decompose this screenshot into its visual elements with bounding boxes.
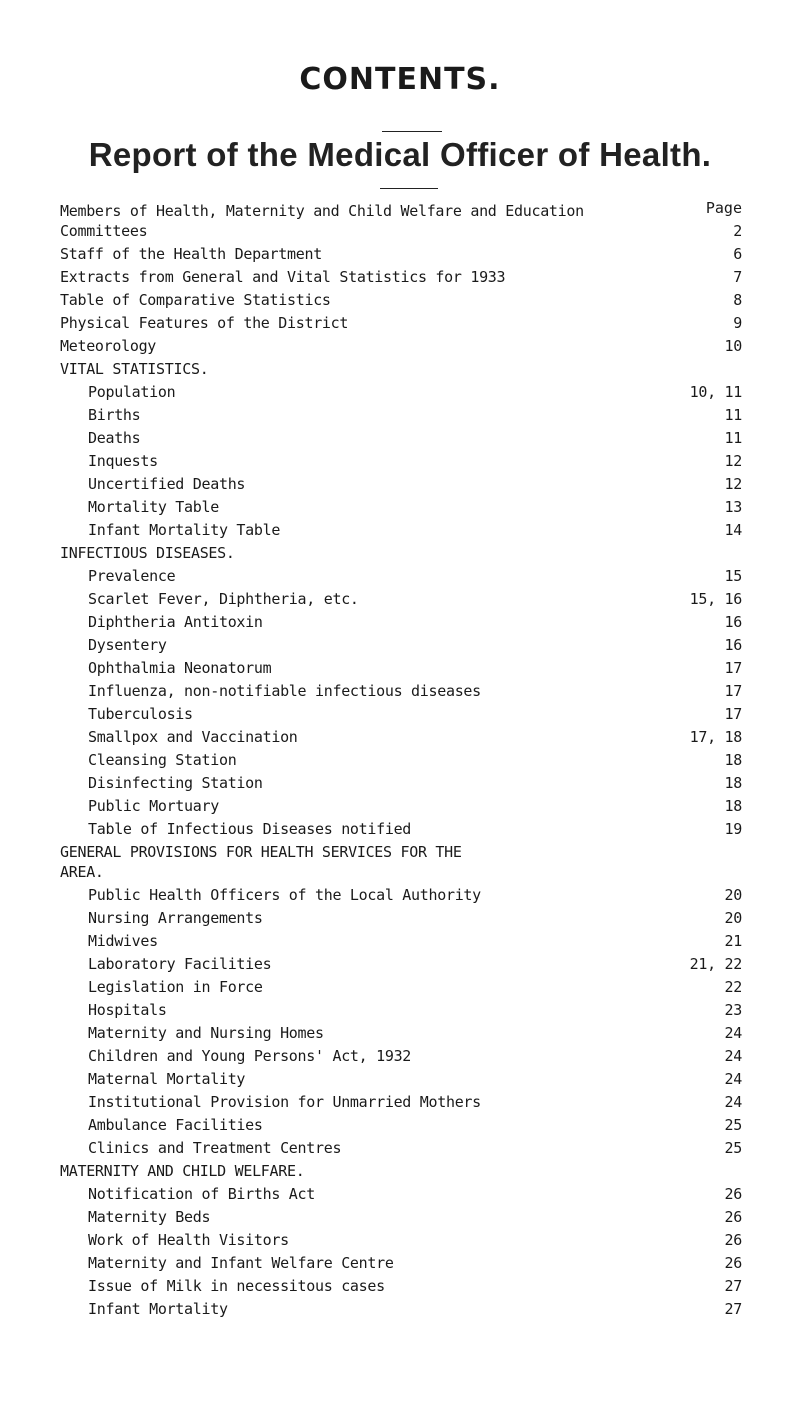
toc-entry-label [60, 313, 620, 333]
toc-entry-label-text: Public Mortuary [88, 797, 219, 815]
toc-entry-label [88, 773, 648, 793]
toc-entry-page: 11 [724, 406, 742, 424]
toc-entry-label-continuation: AREA. [60, 863, 104, 881]
toc-entry-label-text: INFECTIOUS DISEASES. [60, 544, 235, 562]
toc-entry-page: 26 [724, 1254, 742, 1272]
toc-entry-page: 17 [724, 682, 742, 700]
toc-entry-page: 21 [724, 932, 742, 950]
toc-entry-page: 24 [724, 1070, 742, 1088]
toc-entry-page: 6 [733, 245, 742, 263]
toc-entry-page: 25 [724, 1116, 742, 1134]
toc-entry [60, 816, 750, 839]
toc-entry [60, 1043, 750, 1066]
toc-entry-page: 20 [724, 909, 742, 927]
toc-entry [60, 333, 750, 356]
toc-entry-label [88, 1184, 648, 1204]
toc-entry [60, 494, 750, 517]
title-divider [382, 131, 442, 132]
toc-entry-label [88, 1000, 648, 1020]
toc-entry-page: 10, 11 [689, 383, 742, 401]
toc-entry [60, 1135, 750, 1158]
toc-entry-page: 24 [724, 1047, 742, 1065]
toc-entry-page: 26 [724, 1185, 742, 1203]
toc-entry-page: 11 [724, 429, 742, 447]
toc-entry-label [88, 819, 648, 839]
toc-entry-label-continuation: Committees [60, 222, 148, 240]
toc-entry [60, 701, 750, 724]
toc-entry [60, 264, 750, 287]
toc-entry-label-text: Institutional Provision for Unmarried Mothers [88, 1093, 481, 1111]
toc-entry-page: 26 [724, 1231, 742, 1249]
toc-entry-label [88, 1299, 648, 1319]
toc-entry-page: 17 [724, 659, 742, 677]
toc-entry-page: 18 [724, 774, 742, 792]
toc-entry [60, 1112, 750, 1135]
toc-entry-page: 10 [724, 337, 742, 355]
toc-entry [60, 310, 750, 333]
toc-entry-label-text: Diphtheria Antitoxin [88, 613, 263, 631]
toc-entry-label [88, 1230, 648, 1250]
toc-entry-page: 25 [724, 1139, 742, 1157]
toc-entry [60, 724, 750, 747]
toc-entry-page: 22 [724, 978, 742, 996]
toc-entry-label-text: Dysentery [88, 636, 167, 654]
toc-entry-label [88, 931, 648, 951]
toc-entry-label [88, 1023, 648, 1043]
toc-entry-label-text: Staff of the Health Department [60, 245, 322, 263]
toc-entry-page: 24 [724, 1093, 742, 1111]
table-of-contents [60, 198, 750, 1319]
toc-entry-label [88, 1138, 648, 1158]
toc-entry-label-text: Tuberculosis [88, 705, 193, 723]
toc-entry-label [60, 201, 620, 241]
toc-entry-label [88, 1276, 648, 1296]
toc-entry-label-text: Physical Features of the District [60, 314, 349, 332]
toc-entry [60, 997, 750, 1020]
toc-entry-label-text: Deaths [88, 429, 141, 447]
toc-entry [60, 609, 750, 632]
toc-entry [60, 928, 750, 951]
toc-entry-page: 27 [724, 1300, 742, 1318]
toc-entry-label [88, 474, 648, 494]
toc-entry-page: 12 [724, 475, 742, 493]
toc-entry [60, 1273, 750, 1296]
toc-entry [60, 905, 750, 928]
toc-section-heading [60, 356, 750, 379]
toc-entry-label-text: Nursing Arrangements [88, 909, 263, 927]
toc-entry [60, 1066, 750, 1089]
toc-entry [60, 1227, 750, 1250]
toc-entry-label-text: Members of Health, Maternity and Child Welfare and Education [60, 202, 584, 220]
toc-entry-label-text: Influenza, non-notifiable infectious diseases [88, 682, 481, 700]
toc-entry-label-text: Prevalence [88, 567, 176, 585]
toc-entry [60, 448, 750, 471]
toc-entry-label [88, 1207, 648, 1227]
toc-entry-label-text: Ambulance Facilities [88, 1116, 263, 1134]
toc-section-heading [60, 1158, 750, 1181]
toc-entry-page: 23 [724, 1001, 742, 1019]
toc-entry-page: 17 [724, 705, 742, 723]
toc-entry-label-text: Table of Infectious Diseases notified [88, 820, 412, 838]
toc-entry-label [88, 977, 648, 997]
toc-entry [60, 402, 750, 425]
toc-entry-page: 19 [724, 820, 742, 838]
toc-entry-label-text: Maternal Mortality [88, 1070, 246, 1088]
toc-entry [60, 951, 750, 974]
report-title: Report of the Medical Officer of Health. [88, 136, 712, 173]
toc-entry [60, 770, 750, 793]
toc-entry [60, 1250, 750, 1273]
toc-entry-label-text: Smallpox and Vaccination [88, 728, 298, 746]
toc-entry-label [60, 290, 620, 310]
toc-entry [60, 425, 750, 448]
toc-entry-label-text: Ophthalmia Neonatorum [88, 659, 272, 677]
toc-entry-page: 13 [724, 498, 742, 516]
toc-entry-label-text: Disinfecting Station [88, 774, 263, 792]
toc-section-heading [60, 540, 750, 563]
toc-entry [60, 517, 750, 540]
toc-entry-label [88, 954, 648, 974]
toc-entry-label-text: Maternity and Nursing Homes [88, 1024, 324, 1042]
toc-entry-page: 21, 22 [689, 955, 742, 973]
toc-entry [60, 1020, 750, 1043]
toc-entry-label-text: Hospitals [88, 1001, 167, 1019]
toc-entry-label-text: Scarlet Fever, Diphtheria, etc. [88, 590, 359, 608]
toc-entry-label [88, 1069, 648, 1089]
toc-entry [60, 1204, 750, 1227]
toc-entry-label [60, 359, 620, 379]
toc-entry-label [88, 589, 648, 609]
toc-entry-label-text: Notification of Births Act [88, 1185, 316, 1203]
toc-entry-label-text: Work of Health Visitors [88, 1231, 289, 1249]
toc-section-heading [60, 839, 750, 882]
toc-entry-page: 20 [724, 886, 742, 904]
toc-entry-page: 8 [733, 291, 742, 309]
toc-entry [60, 1181, 750, 1204]
toc-entry-label [88, 681, 648, 701]
toc-entry [60, 882, 750, 905]
toc-entry-label [88, 612, 648, 632]
toc-entry-label [88, 428, 648, 448]
toc-entry [60, 287, 750, 310]
toc-entry [60, 678, 750, 701]
page-title: CONTENTS. [299, 62, 501, 97]
toc-entry [60, 747, 750, 770]
toc-entry-label [60, 267, 620, 287]
toc-entry-label-text: MATERNITY AND CHILD WELFARE. [60, 1162, 305, 1180]
toc-entry-label [60, 842, 620, 882]
toc-entry-label-text: Legislation in Force [88, 978, 263, 996]
toc-entry-label-text: Table of Comparative Statistics [60, 291, 331, 309]
toc-entry [60, 632, 750, 655]
toc-entry-label [88, 727, 648, 747]
toc-entry-label [88, 885, 648, 905]
toc-entry-label-text: Meteorology [60, 337, 157, 355]
toc-entry-page: 16 [724, 613, 742, 631]
toc-entry-label [60, 244, 620, 264]
toc-entry [60, 241, 750, 264]
toc-entry-label-text: Population [88, 383, 176, 401]
toc-entry-label-text: Laboratory Facilities [88, 955, 272, 973]
toc-entry-label [88, 796, 648, 816]
toc-entry-label-text: Children and Young Persons' Act, 1932 [88, 1047, 412, 1065]
toc-entry-label [88, 382, 648, 402]
page-column-header: Page [705, 199, 742, 217]
toc-entry-page: 24 [724, 1024, 742, 1042]
toc-entry-page: 15, 16 [689, 590, 742, 608]
toc-entry-page: 9 [733, 314, 742, 332]
toc-entry-label [88, 704, 648, 724]
toc-entry [60, 1089, 750, 1112]
toc-entry [60, 586, 750, 609]
toc-entry-page: 12 [724, 452, 742, 470]
toc-entry-label [60, 336, 620, 356]
toc-entry [60, 563, 750, 586]
toc-entry-label-text: Mortality Table [88, 498, 219, 516]
toc-entry-label-text: Issue of Milk in necessitous cases [88, 1277, 385, 1295]
toc-entry-label-text: Maternity and Infant Welfare Centre [88, 1254, 394, 1272]
toc-entry-label-text: Maternity Beds [88, 1208, 211, 1226]
toc-entry-label [88, 750, 648, 770]
toc-entry-page: 18 [724, 751, 742, 769]
toc-entry-label [88, 1115, 648, 1135]
toc-entry [60, 1296, 750, 1319]
toc-entry-label-text: Midwives [88, 932, 158, 950]
toc-entry-label-text: Extracts from General and Vital Statistics for 1933 [60, 268, 506, 286]
toc-entry-page: 27 [724, 1277, 742, 1295]
toc-entry-label-text: Clinics and Treatment Centres [88, 1139, 342, 1157]
toc-entry-page: 14 [724, 521, 742, 539]
toc-entry-label [88, 520, 648, 540]
toc-entry-label [88, 1092, 648, 1112]
toc-entry-label-text: Infant Mortality [88, 1300, 228, 1318]
toc-entry-label-text: Infant Mortality Table [88, 521, 281, 539]
toc-entry-label [88, 908, 648, 928]
toc-entry-label-text: Inquests [88, 452, 158, 470]
toc-entry [60, 974, 750, 997]
toc-entry-page: 26 [724, 1208, 742, 1226]
toc-entry-label [88, 497, 648, 517]
toc-entry-label-text: Uncertified Deaths [88, 475, 246, 493]
toc-entry-page: 16 [724, 636, 742, 654]
toc-entry [60, 198, 750, 241]
toc-entry-page: 18 [724, 797, 742, 815]
toc-entry-label-text: Public Health Officers of the Local Authority [88, 886, 481, 904]
toc-entry-label [88, 1253, 648, 1273]
toc-entry-label-text: GENERAL PROVISIONS FOR HEALTH SERVICES FOR THE [60, 843, 462, 861]
toc-entry-page: 2 [733, 222, 742, 240]
toc-entry-label-text: Births [88, 406, 141, 424]
toc-entry-label [88, 566, 648, 586]
toc-entry [60, 471, 750, 494]
toc-entry-label [88, 635, 648, 655]
toc-entry-label-text: Cleansing Station [88, 751, 237, 769]
toc-entry-label [60, 1161, 620, 1181]
toc-entry-label [88, 1046, 648, 1066]
toc-entry-label-text: VITAL STATISTICS. [60, 360, 209, 378]
toc-entry-page: 7 [733, 268, 742, 286]
toc-entry-page: 17, 18 [689, 728, 742, 746]
toc-entry-label [88, 451, 648, 471]
toc-entry [60, 655, 750, 678]
subtitle-divider [380, 188, 438, 189]
toc-entry-page: 15 [724, 567, 742, 585]
toc-entry [60, 379, 750, 402]
toc-entry-label [88, 405, 648, 425]
toc-entry-label [88, 658, 648, 678]
toc-entry-label [60, 543, 620, 563]
toc-entry [60, 793, 750, 816]
